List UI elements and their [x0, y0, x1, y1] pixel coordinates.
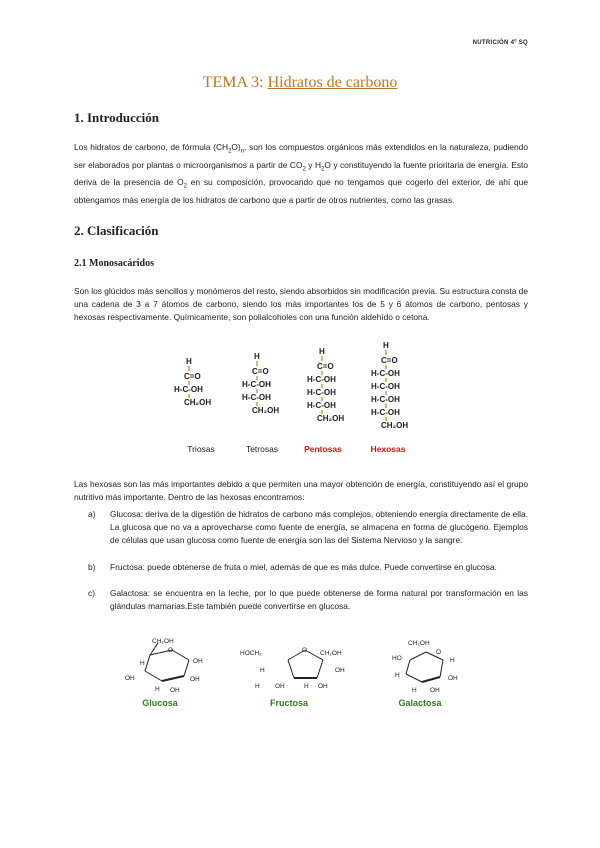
list-item-glucosa: a) Glucosa: deriva de la digestión de hidratos de carbono más complejos, obteniendo energía directamente de ella. La glucosa que no va a aprovecharse como fuente de energía, se almacena en forma de glucógeno. Ejemplos de células que usan glucosa como fuente de energía son las del Sistema Nervioso y la sangre. [88, 509, 528, 545]
title-main: Hidratos de carbono [267, 74, 398, 91]
group-h: H [412, 687, 417, 694]
atom-hcoh: H-C-OH [371, 395, 400, 404]
atom-h: H [383, 341, 389, 350]
atom-ch2oh: CH₂OH [184, 398, 212, 407]
label-tetrosas: Tetrosas [245, 444, 279, 454]
atom-hcoh: H-C-OH [242, 380, 271, 389]
ring-oxygen: O [302, 647, 308, 654]
group-oh: OH [448, 675, 458, 682]
classification-heading: 2. Clasificación [74, 223, 159, 238]
atom-hcoh: H-C-OH [242, 393, 271, 402]
group-ch2oh: CH₂OH [320, 650, 342, 657]
atom-hcoh: H-C-OH [371, 408, 400, 417]
group-oh: OH [318, 683, 328, 690]
chain-triosas [174, 357, 211, 407]
label-galactosa: Galactosa [398, 698, 442, 708]
ring-bond [406, 674, 422, 682]
atom-hcoh: H-C-OH [371, 382, 400, 391]
atom-co: C=O [184, 372, 201, 381]
ring-bond [184, 660, 189, 676]
group-h: H [395, 672, 400, 679]
group-ch2oh: CH₂OH [408, 640, 430, 647]
galactose-ring [392, 640, 458, 708]
monosaccharides-paragraph: Son los glúcidos más sencillos y monómeros del resto, siendo absorbidos sin modificación previa. Su estructura consta de una cadena de 3 a 7 átomos de carbono, siendo los más importantes los de 5 y 6 átomos de carbono, pentosas y hexosas respectivamente. Químicamente, son polialcoholes con una función aldehído o cetona. [74, 286, 528, 322]
atom-ch2oh: CH₂OH [252, 406, 280, 415]
group-ch2oh: CH₂OH [152, 638, 174, 645]
label-hexosas: Hexosas [370, 444, 406, 454]
atom-hcoh: H-C-OH [174, 385, 203, 394]
ring-oxygen: O [168, 647, 174, 654]
hexoses-paragraph: Las hexosas son las más importantes debido a que permiten una mayor obtención de energía, constituyendo así el grupo nutritivo más importante. Dentro de las hexosas encontramos: [74, 479, 528, 502]
group-oh: OH [190, 676, 200, 683]
list-item-fructosa: b) Fructosa: puede obtenerse de fruta o miel, además de que es más dulce. Puede convertirse en glucosa. [88, 562, 497, 572]
group-oh: OH [430, 687, 440, 694]
chain-hexosas [371, 341, 408, 430]
atom-hcoh: H-C-OH [371, 369, 400, 378]
ring-bond [317, 660, 323, 678]
group-h: H [260, 667, 265, 674]
ring-bond [410, 652, 426, 660]
header-tag: NUTRICIÓN 4º SQ [472, 40, 528, 46]
group-oh: OH [193, 658, 203, 665]
atom-hcoh: H-C-OH [307, 388, 336, 397]
ring-bond [406, 660, 410, 674]
group-oh: OH [275, 683, 285, 690]
title-prefix: TEMA 3: [202, 74, 264, 91]
group-ho: HO [392, 655, 402, 662]
label-triosas: Triosas [187, 444, 215, 454]
atom-hcoh: H-C-OH [307, 375, 336, 384]
atom-h: H [319, 347, 325, 356]
group-h: H [450, 657, 455, 664]
chain-pentosas [307, 347, 344, 423]
group-oh: OH [125, 675, 135, 682]
ring-bond [145, 655, 150, 671]
group-h: H [255, 683, 260, 690]
atom-co: C=O [381, 356, 398, 365]
intro-heading: 1. Introducción [74, 110, 159, 125]
glucose-ring [125, 638, 203, 708]
group-hoch2: HOCH₂ [240, 650, 262, 657]
ring-bond [162, 676, 184, 681]
ring-bond [422, 677, 440, 682]
fructose-ring [240, 647, 345, 708]
ring-bond [145, 671, 162, 681]
group-h: H [140, 660, 145, 667]
intro-paragraph: Los hidratos de carbono, de fórmula $(CH_2O)_n$, son los compuestos orgánicos más extendidos en la naturaleza, pudiendo ser elaborados por plantas o microorganismos a partir de $CO_2$ y $H_2O$ y constituyendo la fuente prioritaria de energía. Esto deriva de la presencia de $O_2$ en su composición, provocando que no tengamos que cogerlo del exterior, de ahí que obtengamos más energía de los hidratos de carbono que a partir de otros nutrientes, como las grasas. [74, 142, 529, 206]
group-h: H [304, 683, 309, 690]
list-item-galactosa: c) Galactosa: se encuentra en la leche, por lo que puede obtenerse de forma natural por transformación en las glándulas mamarias.Este también puede convertirse en glucosa. [88, 588, 528, 611]
atom-co: C=O [252, 367, 269, 376]
group-oh: OH [170, 687, 180, 694]
group-h: H [155, 686, 160, 693]
atom-h: H [254, 352, 260, 361]
atom-ch2oh: CH₂OH [381, 421, 409, 430]
ring-bond [172, 650, 189, 660]
ring-oxygen: O [436, 649, 442, 656]
label-pentosas: Pentosas [304, 444, 342, 454]
atom-h: H [186, 357, 192, 366]
atom-hcoh: H-C-OH [307, 401, 336, 410]
monosaccharides-heading: 2.1 Monosacáridos [74, 258, 154, 269]
label-fructosa: Fructosa [269, 698, 309, 708]
atom-co: C=O [317, 362, 334, 371]
chain-tetrosas [242, 352, 279, 415]
atom-ch2oh: CH₂OH [317, 414, 345, 423]
ring-bond [440, 660, 443, 677]
label-glucosa: Glucosa [142, 698, 178, 708]
group-oh: OH [335, 667, 345, 674]
ring-bond [288, 660, 294, 678]
